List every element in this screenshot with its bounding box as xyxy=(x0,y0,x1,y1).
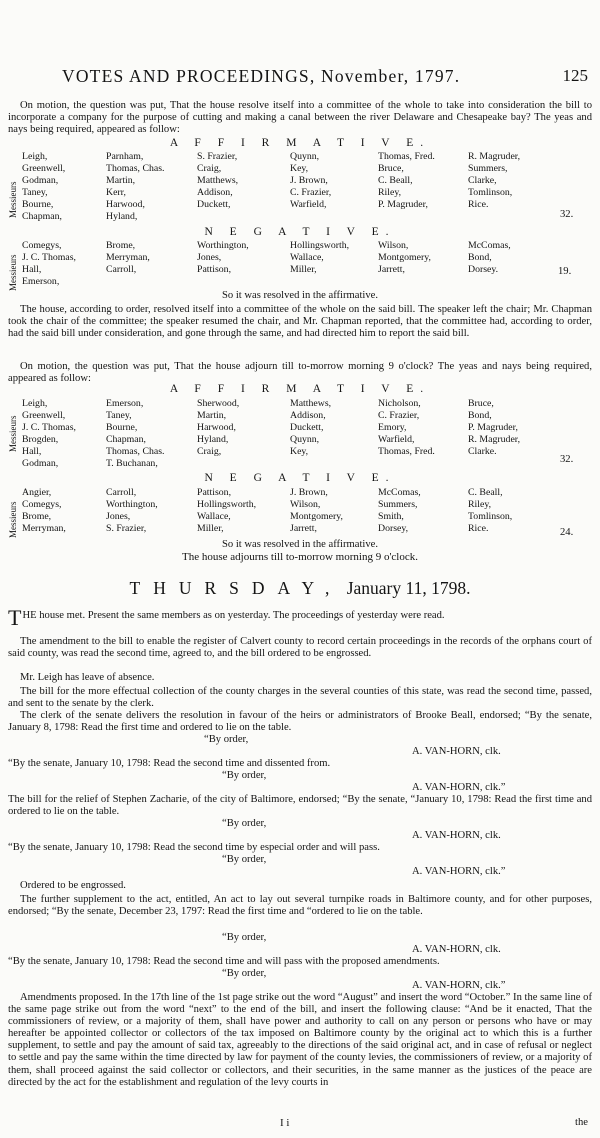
vote-column xyxy=(378,398,435,458)
member-name: J. Brown, xyxy=(290,175,328,187)
vote2-affirmative-total: 32. xyxy=(560,454,574,465)
page-number: 125 xyxy=(562,66,588,85)
member-name: Nicholson, xyxy=(378,398,421,409)
vote-column xyxy=(22,487,66,535)
member-name: Key, xyxy=(290,163,309,175)
day-name: THURSDAY, xyxy=(129,578,343,598)
clerk-signature-2: A. VAN-HORN, clk.” xyxy=(412,782,506,793)
member-name: Hyland, xyxy=(197,434,229,446)
member-name: Angier, xyxy=(22,487,52,498)
zacharie-paragraph: The bill for the relief of Stephen Zacharie, of the city of Baltimore, endorsed; “By the senate, “January 10, 1798: Read the first time and ordered to lie on the table. xyxy=(8,794,592,818)
member-name: Wallace, xyxy=(290,252,324,264)
member-name: Rice. xyxy=(468,199,489,211)
vote-column xyxy=(378,487,421,535)
member-name: Harwood, xyxy=(106,199,145,211)
day-heading xyxy=(0,578,600,599)
clerk-signature-6: A. VAN-HORN, clk.” xyxy=(412,980,506,991)
member-name: Duckett, xyxy=(197,199,231,211)
senate-jan10-a: “By the senate, January 10, 1798: Read the second time and dissented from. xyxy=(8,758,331,769)
vote1-result: So it was resolved in the affirmative. xyxy=(221,290,379,301)
member-name: Bruce, xyxy=(378,163,404,175)
running-header xyxy=(0,66,600,88)
clerk-signature-1: A. VAN-HORN, clk. xyxy=(412,746,501,757)
signature-mark: I i xyxy=(280,1117,290,1129)
member-name: Montgomery, xyxy=(378,252,431,264)
vote-column xyxy=(22,240,76,288)
member-name: Merryman, xyxy=(22,523,66,535)
member-name: T. Buchanan, xyxy=(106,458,158,470)
member-name: Emerson, xyxy=(22,276,60,288)
member-name: Chapman, xyxy=(22,211,62,223)
member-name: Wallace, xyxy=(197,511,231,523)
member-name: Warfield, xyxy=(378,434,415,446)
vote2-affirmative-label: Messieurs xyxy=(8,415,18,452)
vote-column xyxy=(468,398,520,458)
vote2-result: So it was resolved in the affirmative. xyxy=(221,539,379,550)
member-name: C. Frazier, xyxy=(378,410,420,422)
vote-column xyxy=(106,151,165,224)
vote1-negative-label: Messieurs xyxy=(8,254,18,291)
member-name: Pattison, xyxy=(197,487,232,498)
member-name: Jones, xyxy=(106,511,131,523)
member-name: Greenwell, xyxy=(22,410,66,422)
catchword: the xyxy=(575,1117,588,1128)
member-name: C. Beall, xyxy=(468,487,503,498)
vote-column xyxy=(468,151,520,211)
member-name: Hollingsworth, xyxy=(197,499,257,511)
member-name: Sherwood, xyxy=(197,398,240,409)
vote-column xyxy=(290,240,349,276)
member-name: Duckett, xyxy=(290,422,324,434)
vote-column xyxy=(378,240,431,276)
vote-column xyxy=(106,398,165,471)
member-name: J. C. Thomas, xyxy=(22,422,76,434)
member-name: Thomas, Chas. xyxy=(106,163,165,175)
member-name: Merryman, xyxy=(106,252,150,264)
member-name: S. Frazier, xyxy=(106,523,147,535)
member-name: Carroll, xyxy=(106,264,137,276)
member-name: Godman, xyxy=(22,175,59,187)
member-name: Worthington, xyxy=(106,499,158,511)
member-name: Miller, xyxy=(197,523,224,535)
member-name: Hyland, xyxy=(106,211,138,223)
member-name: Emory, xyxy=(378,422,407,434)
member-name: Godman, xyxy=(22,458,59,470)
member-name: Greenwell, xyxy=(22,163,66,175)
vote2-negative-heading: N E G A T I V E. xyxy=(204,472,396,484)
member-name: Matthews, xyxy=(197,175,239,187)
amendments-proposed-paragraph: Amendments proposed. In the 17th line of the 1st page strike out the word “August” and insert the word “October.” In the same line of the same page strike out from the word “next” to the end of the bill, and insert the following clause: “And be it enacted, That the commissioners of review, or a majority of them, shall have power and authority to call on any person or persons who have or may hereafter be appointed collector or collectors of the tax imposed on Baltimore county by the original act to which this is a further supplement, to settle and pay the amount of said tax, agreeably to the directions of the said original act, and in case of refusal or neglect to settle and pay the same within the time directed by law for payment of the county levies, the commissioners of review, or a majority of them, shall proceed against the said collector or collectors, and their securities, in the same manner as the justices of the peace are directed by the act for the establishment and regulation of the levy courts in xyxy=(8,992,592,1088)
member-name: Wilson, xyxy=(290,499,321,511)
member-name: Taney, xyxy=(106,410,132,422)
member-name: Wilson, xyxy=(378,240,409,251)
by-order-4: “By order, xyxy=(222,854,267,865)
clerk-signature-5: A. VAN-HORN, clk. xyxy=(412,944,501,955)
vote-column xyxy=(197,240,249,276)
member-name: R. Magruder, xyxy=(468,434,521,446)
vote2-negative-total: 24. xyxy=(560,527,574,538)
member-name: Craig, xyxy=(197,446,222,458)
member-name: Thomas, Fred. xyxy=(378,151,435,162)
member-name: Hollingsworth, xyxy=(290,240,350,251)
member-name: Chapman, xyxy=(106,434,146,446)
member-name: C. Beall, xyxy=(378,175,413,187)
member-name: Leigh, xyxy=(22,398,48,409)
vote-column xyxy=(468,487,512,535)
member-name: Jarrett, xyxy=(290,523,317,535)
by-order-6: “By order, xyxy=(222,968,267,979)
county-charges-paragraph: The bill for the more effectual collection of the county charges in the several counties of this state, was read the second time, passed, and sent to the senate by the clerk. xyxy=(8,686,592,710)
member-name: Comegys, xyxy=(22,240,62,251)
member-name: C. Frazier, xyxy=(290,187,332,199)
vote1-affirmative-heading: A F F I R M A T I V E. xyxy=(169,137,431,149)
by-order-3: “By order, xyxy=(222,818,267,829)
member-name: Smith, xyxy=(378,511,404,523)
amendment-paragraph: The amendment to the bill to enable the register of Calvert county to record certain proceedings in the records of the orphans court of said county, was read the second time, agreed to, and the bill ordered to be engrossed. xyxy=(8,636,592,660)
member-name: Summers, xyxy=(468,163,508,175)
by-order-5: “By order, xyxy=(222,932,267,943)
member-name: Tomlinson, xyxy=(468,511,513,523)
vote-column xyxy=(197,151,238,211)
adjourn-line: The house adjourns till to-morrow morning 9 o'clock. xyxy=(182,551,418,563)
member-name: McComas, xyxy=(468,240,511,251)
motion-paragraph-2: On motion, the question was put, That the house adjourn till to-morrow morning 9 o'clock? The yeas and nays being required, appeared as follow: xyxy=(8,361,592,385)
member-name: Miller, xyxy=(290,264,317,276)
member-name: Summers, xyxy=(378,499,418,511)
vote-column xyxy=(197,398,239,458)
member-name: Carroll, xyxy=(106,487,137,498)
vote-column xyxy=(468,240,511,276)
member-name: Hall, xyxy=(22,446,42,458)
member-name: McComas, xyxy=(378,487,421,498)
member-name: Dorsey. xyxy=(468,264,499,276)
vote-column xyxy=(22,398,76,471)
member-name: Kerr, xyxy=(106,187,127,199)
member-name: Martin, xyxy=(197,410,227,422)
by-order-1: “By order, xyxy=(204,734,249,745)
member-name: Craig, xyxy=(197,163,222,175)
committee-paragraph: The house, according to order, resolved itself into a committee of the whole on the said bill. The speaker left the chair; Mr. Chapman took the chair of the committee; the speaker resumed the chair, and Mr. Chapman reported, that the committee had, according to order, had the said bill under consideration, and gone through the same, and had directed him to report the said bill. xyxy=(8,304,592,340)
vote-column xyxy=(106,487,158,535)
member-name: Warfield, xyxy=(290,199,327,211)
member-name: Harwood, xyxy=(197,422,236,434)
member-name: Bond, xyxy=(468,410,492,422)
vote-column xyxy=(106,240,150,276)
member-name: Martin, xyxy=(106,175,136,187)
by-order-2: “By order, xyxy=(222,770,267,781)
clerk-signature-3: A. VAN-HORN, clk. xyxy=(412,830,501,841)
senate-jan10-c: “By the senate, January 10, 1798: Read the second time and will pass with the proposed amendments. xyxy=(8,956,440,967)
clerk-resolution-paragraph: The clerk of the senate delivers the resolution in favour of the heirs or administrators of Brooke Beall, endorsed; “By the senate, January 8, 1798: Read the first time and ordered to lie on the table. xyxy=(8,710,592,734)
member-name: Thomas, Chas. xyxy=(106,446,165,458)
member-name: Bruce, xyxy=(468,398,494,409)
member-name: Dorsey, xyxy=(378,523,409,535)
member-name: Taney, xyxy=(22,187,48,199)
member-name: Quynn, xyxy=(290,151,320,162)
member-name: Key, xyxy=(290,446,309,458)
vote1-negative-total: 19. xyxy=(558,266,572,277)
vote-column xyxy=(290,151,331,211)
member-name: Matthews, xyxy=(290,398,332,409)
clerk-signature-4: A. VAN-HORN, clk.” xyxy=(412,866,506,877)
member-name: Pattison, xyxy=(197,264,232,276)
member-name: Bourne, xyxy=(106,422,138,434)
vote2-negative-label: Messieurs xyxy=(8,501,18,538)
member-name: Thomas, Fred. xyxy=(378,446,435,458)
member-name: J. C. Thomas, xyxy=(22,252,76,264)
vote1-affirmative-total: 32. xyxy=(560,209,574,220)
member-name: Jones, xyxy=(197,252,222,264)
member-name: Leigh, xyxy=(22,151,48,162)
member-name: Brome, xyxy=(22,511,52,523)
vote2-affirmative-heading: A F F I R M A T I V E. xyxy=(169,383,431,395)
member-name: J. Brown, xyxy=(290,487,328,498)
member-name: R. Magruder, xyxy=(468,151,521,162)
member-name: P. Magruder, xyxy=(468,422,518,434)
member-name: Montgomery, xyxy=(290,511,343,523)
vote-column xyxy=(197,487,256,535)
member-name: Riley, xyxy=(468,499,492,511)
member-name: Brogden, xyxy=(22,434,59,446)
member-name: P. Magruder, xyxy=(378,199,428,211)
page-title: VOTES AND PROCEEDINGS, November, 1797. xyxy=(62,66,461,86)
member-name: Worthington, xyxy=(197,240,249,251)
vote1-affirmative-label: Messieurs xyxy=(8,181,18,218)
turnpike-paragraph: The further supplement to the act, entitled, An act to lay out several turnpike roads in Baltimore county, and for other purposes, endorsed; “By the senate, December 23, 1797: Read the first time and “ordered to lie on the table. xyxy=(8,894,592,918)
engrossed-line: Ordered to be engrossed. xyxy=(20,880,126,891)
member-name: Brome, xyxy=(106,240,136,251)
day-date: January 11, 1798. xyxy=(346,578,471,598)
member-name: Clarke, xyxy=(468,175,497,187)
senate-jan10-b: “By the senate, January 10, 1798: Read the second time by especial order and will pass. xyxy=(8,842,380,853)
vote1-negative-heading: N E G A T I V E. xyxy=(204,226,396,238)
member-name: Hall, xyxy=(22,264,42,276)
member-name: Riley, xyxy=(378,187,402,199)
leave-of-absence: Mr. Leigh has leave of absence. xyxy=(20,672,155,683)
member-name: Tomlinson, xyxy=(468,187,513,199)
member-name: Comegys, xyxy=(22,499,62,511)
vote-column xyxy=(22,151,65,224)
member-name: Bourne, xyxy=(22,199,54,211)
member-name: Addison, xyxy=(290,410,326,422)
member-name: Emerson, xyxy=(106,398,144,409)
member-name: S. Frazier, xyxy=(197,151,238,162)
member-name: Clarke. xyxy=(468,446,497,458)
member-name: Jarrett, xyxy=(378,264,405,276)
vote-column xyxy=(290,398,331,458)
motion-paragraph-1: On motion, the question was put, That the house resolve itself into a committee of the whole to take into consideration the bill to incorporate a company for the purpose of cutting and making a canal between the river Delaware and Chesapeake bay? The yeas and nays being required, appeared as follow: xyxy=(8,100,592,136)
vote-column xyxy=(290,487,343,535)
member-name: Rice. xyxy=(468,523,489,535)
member-name: Bond, xyxy=(468,252,492,264)
member-name: Quynn, xyxy=(290,434,320,446)
vote-column xyxy=(378,151,435,211)
house-met-paragraph: THE house met. Present the same members as on yesterday. The proceedings of yesterday were read. xyxy=(8,605,445,630)
member-name: Addison, xyxy=(197,187,233,199)
drop-cap: T xyxy=(8,605,22,630)
member-name: Parnham, xyxy=(106,151,144,162)
